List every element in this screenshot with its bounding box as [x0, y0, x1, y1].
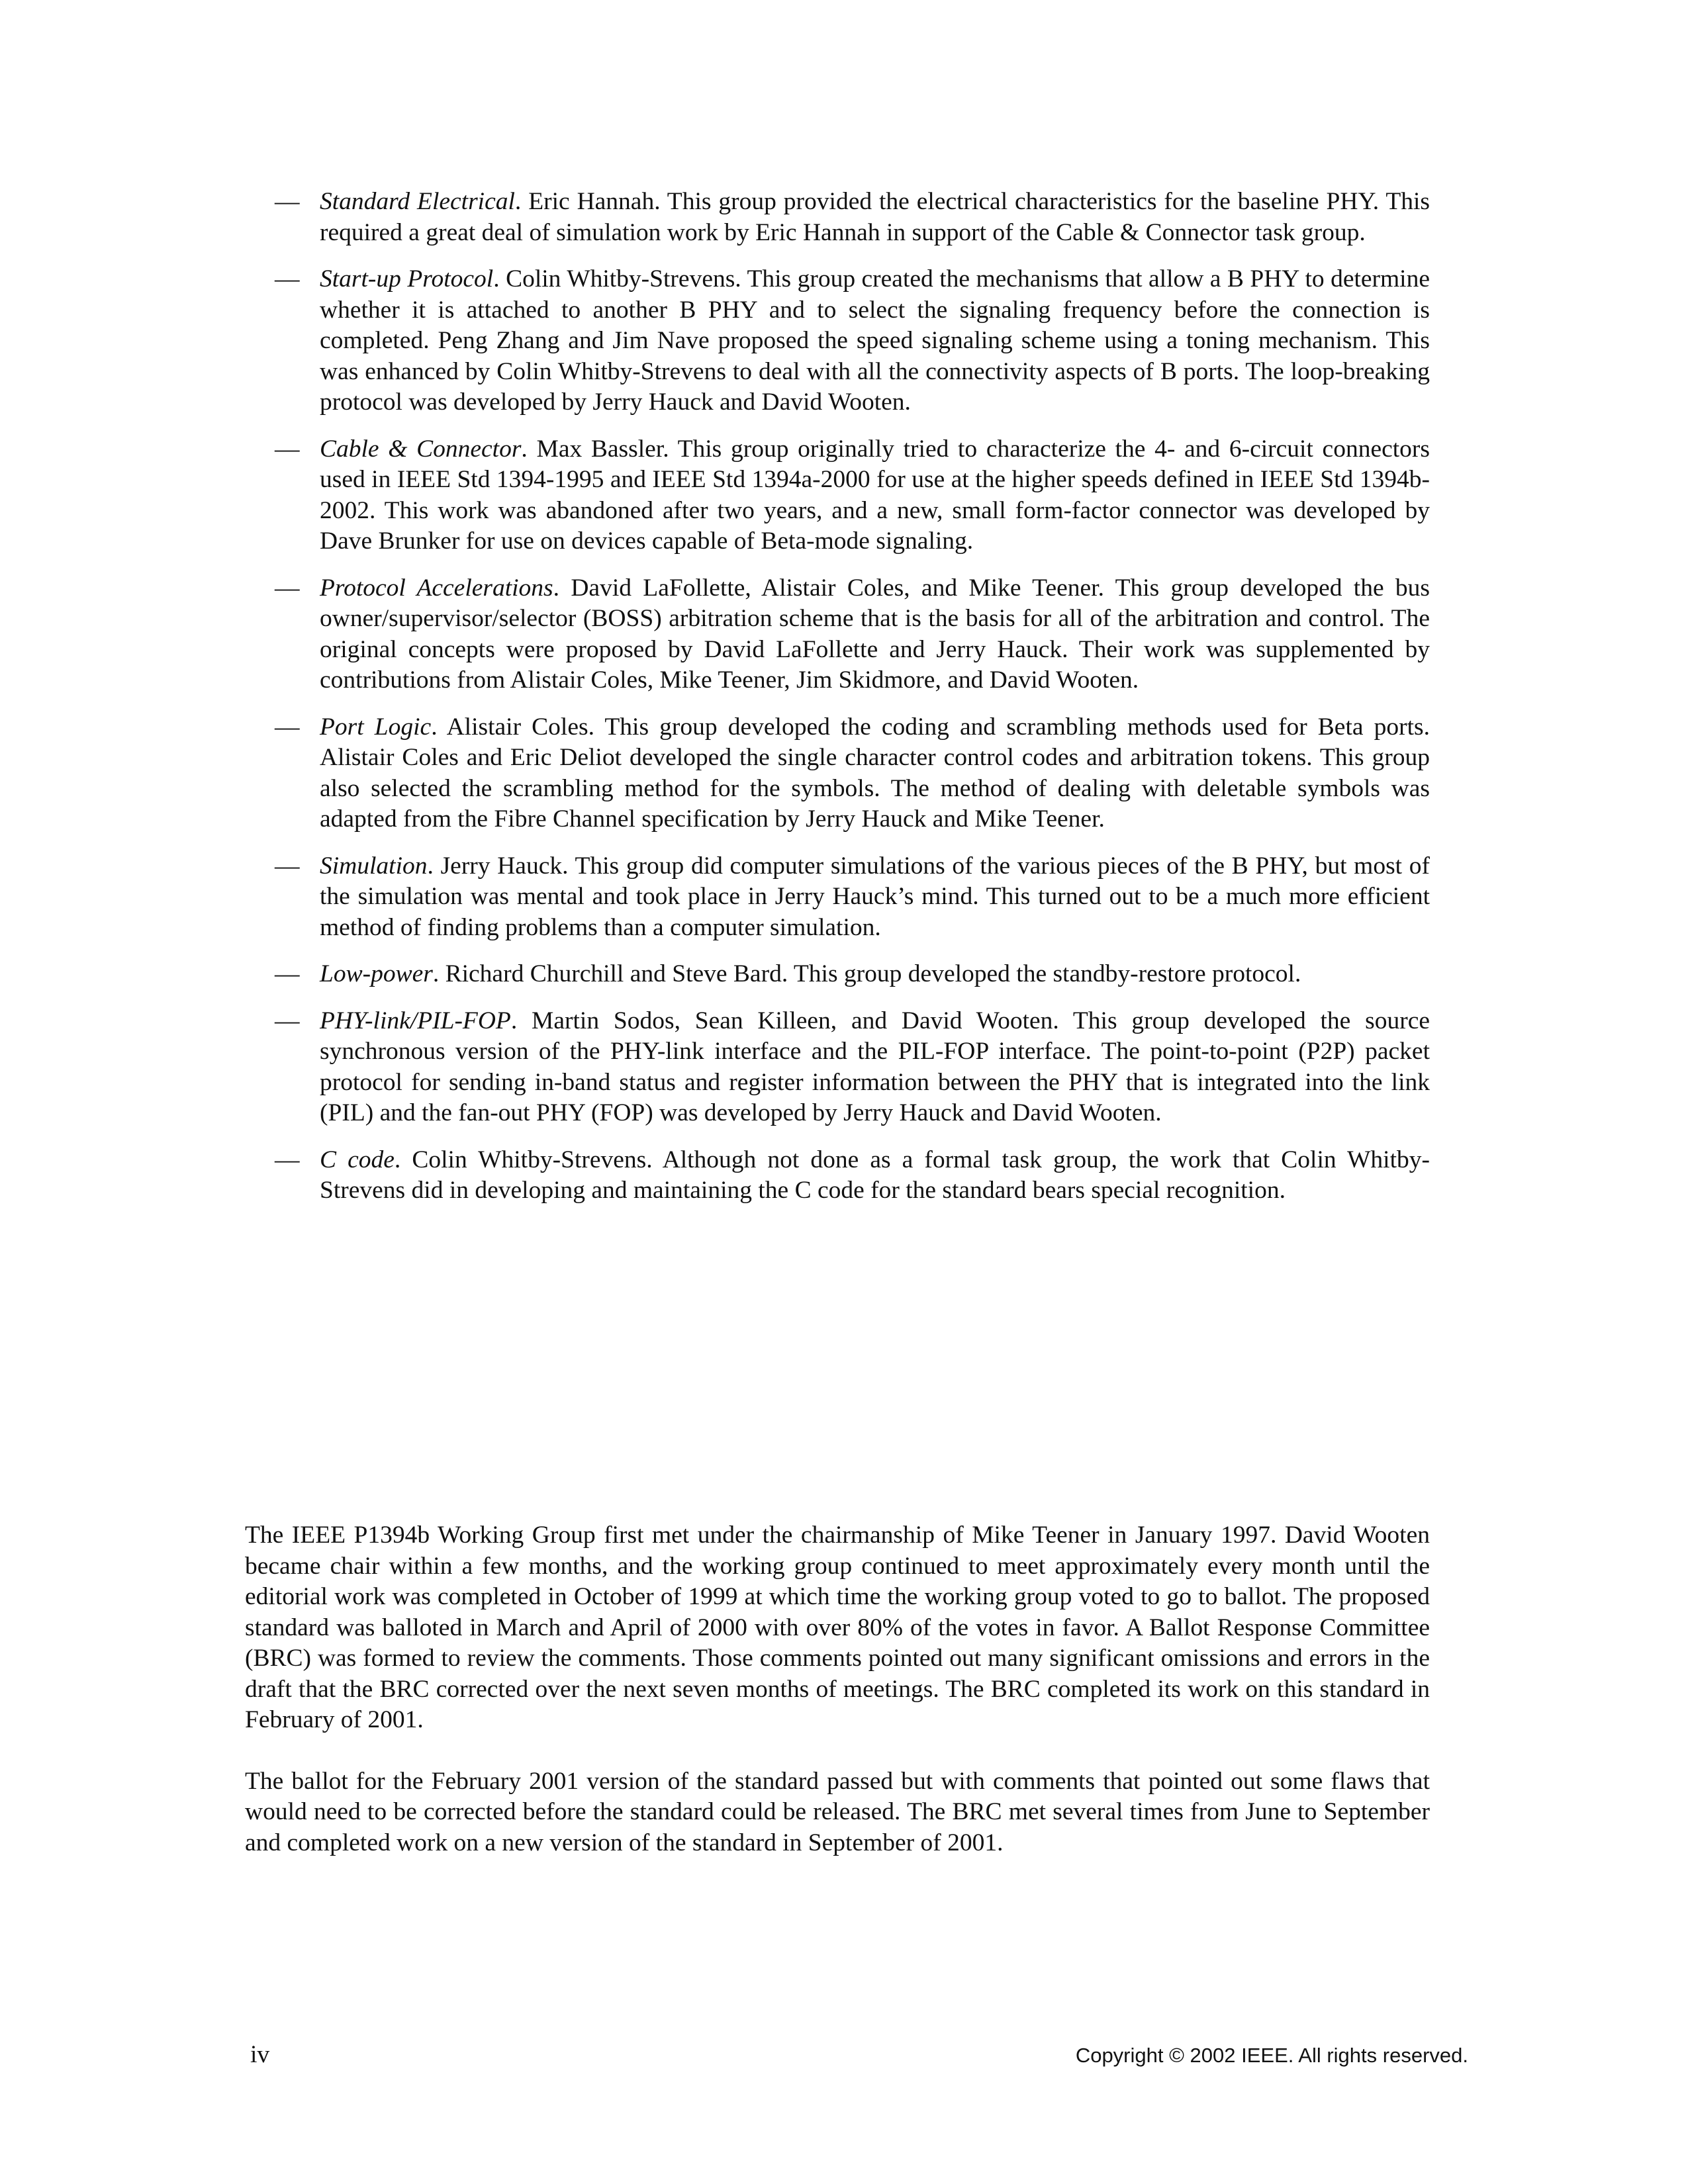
list-item: — Simulation. Jerry Hauck. This group did computer simulations of the various pieces of the B PHY, but most of the simulation was mental and took place in Jerry Hauck’s mind. This turned out to be a much more efficient method of finding problems than a computer simulation.	[275, 852, 1430, 941]
list-item: — Standard Electrical. Eric Hannah. This group provided the electrical characteristics for the baseline PHY. This required a great deal of simulation work by Eric Hannah in support of the Cable & Connector task group.	[275, 188, 1430, 246]
list-item-text: Eric Hannah. This group provided the electrical characteristics for the baseline PHY. This required a great deal of simulation work by Eric Hannah in support of the Cable & Connector task group.	[320, 188, 1430, 246]
em-dash-bullet: —	[275, 713, 300, 741]
list-item-text: Max Bassler. This group originally tried to characterize the 4- and 6-circuit connectors used in IEEE Std 1394-1995 and IEEE Std 1394a-2000 for use at the higher speeds defined in IEEE Std 1394b-2002. This work was abandoned after two years, and a new, small form-factor connector was developed by Dave Brunker for use on devices capable of Beta-mode signaling.	[320, 435, 1430, 555]
em-dash-bullet: —	[275, 960, 300, 987]
em-dash-bullet: —	[275, 1146, 300, 1173]
list-item-title: Standard Electrical	[320, 188, 515, 215]
list-item-title: Protocol Accelerations	[320, 574, 553, 602]
em-dash-bullet: —	[275, 852, 300, 880]
list-item-title: Cable & Connector	[320, 435, 522, 463]
em-dash-bullet: —	[275, 188, 300, 215]
list-item-text: David LaFollette, Alistair Coles, and Mike Teener. This group developed the bus owner/supervisor/selector (BOSS) arbitration scheme that is the basis for all of the arbitration and control. The original concepts were proposed by David LaFollette and Jerry Hauck. Their work was supplemented by contributions from Alistair Coles, Mike Teener, Jim Skidmore, and David Wooten.	[320, 574, 1430, 694]
list-item-text: Colin Whitby-Strevens. This group created the mechanisms that allow a B PHY to determine whether it is attached to another B PHY and to select the signaling frequency before the connection is completed. Peng Zhang and Jim Nave proposed the speed signaling scheme using a toning mechanism. This was enhanced by Colin Whitby-Strevens to deal with all the connectivity aspects of B ports. The loop-breaking protocol was developed by Jerry Hauck and David Wooten.	[320, 265, 1430, 416]
list-item-text: Martin Sodos, Sean Killeen, and David Wooten. This group developed the source synchronous version of the PHY-link interface and the PIL-FOP interface. The point-to-point (P2P) packet protocol for sending in-band status and register information between the PHY that is integrated into the link (PIL) and the fan-out PHY (FOP) was developed by Jerry Hauck and David Wooten.	[320, 1007, 1430, 1126]
list-item-text: Alistair Coles. This group developed the coding and scrambling methods used for Beta ports. Alistair Coles and Eric Deliot developed the single character control codes and arbitration tokens. This group also selected the scrambling method for the symbols. The method of dealing with deletable symbols was adapted from the Fibre Channel specification by Jerry Hauck and Mike Teener.	[320, 713, 1430, 833]
em-dash-bullet: —	[275, 574, 300, 602]
paragraph: The IEEE P1394b Working Group first met under the chairmanship of Mike Teener in January 1997. David Wooten became chair within a few months, and the working group continued to meet approximately every month until the editorial work was completed in October of 1999 at which time the working group voted to go to ballot. The proposed standard was balloted in March and April of 2000 with over 80% of the votes in favor. A Ballot Response Committee (BRC) was formed to review the comments. Those comments pointed out many significant omissions and errors in the draft that the BRC corrected over the next seven months of meetings. The BRC completed its work on this standard in February of 2001.	[245, 1522, 1430, 1733]
em-dash-bullet: —	[275, 265, 300, 293]
list-item-text: Richard Churchill and Steve Bard. This group developed the standby-restore protocol.	[445, 960, 1301, 987]
list-item: — PHY-link/PIL-FOP. Martin Sodos, Sean Killeen, and David Wooten. This group developed the source synchronous version of the PHY-link interface and the PIL-FOP interface. The point-to-point (P2P) packet protocol for sending in-band status and register information between the PHY that is integrated into the link (PIL) and the fan-out PHY (FOP) was developed by Jerry Hauck and David Wooten.	[275, 1007, 1430, 1126]
list-item-title: Low-power	[320, 960, 433, 987]
list-item: — Protocol Accelerations. David LaFollette, Alistair Coles, and Mike Teener. This group developed the bus owner/supervisor/selector (BOSS) arbitration scheme that is the basis for all of the arbitration and control. The original concepts were proposed by David LaFollette and Jerry Hauck. Their work was supplemented by contributions from Alistair Coles, Mike Teener, Jim Skidmore, and David Wooten.	[275, 574, 1430, 694]
list-item-title: Port Logic	[320, 713, 432, 741]
list-item-text: Jerry Hauck. This group did computer simulations of the various pieces of the B PHY, but most of the simulation was mental and took place in Jerry Hauck’s mind. This turned out to be a much more efficient method of finding problems than a computer simulation.	[320, 852, 1430, 941]
list-item: — Start-up Protocol. Colin Whitby-Strevens. This group created the mechanisms that allow a B PHY to determine whether it is attached to another B PHY and to select the signaling frequency before the connection is completed. Peng Zhang and Jim Nave proposed the speed signaling scheme using a toning mechanism. This was enhanced by Colin Whitby-Strevens to deal with all the connectivity aspects of B ports. The loop-breaking protocol was developed by Jerry Hauck and David Wooten.	[275, 265, 1430, 416]
paragraph: The ballot for the February 2001 version of the standard passed but with comments that pointed out some flaws that would need to be corrected before the standard could be released. The BRC met several times from June to September and completed work on a new version of the standard in September of 2001.	[245, 1767, 1430, 1856]
list-item-text: Colin Whitby-Strevens. Although not done as a formal task group, the work that Colin Whitby-Strevens did in developing and maintaining the C code for the standard bears special recognition.	[320, 1146, 1430, 1204]
list-item: — C code. Colin Whitby-Strevens. Although not done as a formal task group, the work that Colin Whitby-Strevens did in developing and maintaining the C code for the standard bears special recognition.	[275, 1146, 1430, 1204]
list-item-title: Start-up Protocol	[320, 265, 494, 293]
list-item: — Cable & Connector. Max Bassler. This group originally tried to characterize the 4- and 6-circuit connectors used in IEEE Std 1394-1995 and IEEE Std 1394a-2000 for use at the higher speeds defined in IEEE Std 1394b-2002. This work was abandoned after two years, and a new, small form-factor connector was developed by Dave Brunker for use on devices capable of Beta-mode signaling.	[275, 435, 1430, 555]
em-dash-bullet: —	[275, 1007, 300, 1034]
task-group-list	[275, 187, 1430, 1222]
list-item: — Low-power. Richard Churchill and Steve Bard. This group developed the standby-restore protocol.	[275, 959, 1430, 990]
list-item-title: C code	[320, 1146, 395, 1173]
body-text	[245, 1520, 1430, 1889]
em-dash-bullet: —	[275, 435, 300, 463]
page-number: iv	[250, 2041, 270, 2068]
list-item-title: PHY-link/PIL-FOP	[320, 1007, 511, 1034]
list-item-title: Simulation	[320, 852, 428, 880]
list-item: — Port Logic. Alistair Coles. This group developed the coding and scrambling methods used for Beta ports. Alistair Coles and Eric Deliot developed the single character control codes and arbitration tokens. This group also selected the scrambling method for the symbols. The method of dealing with deletable symbols was adapted from the Fibre Channel specification by Jerry Hauck and Mike Teener.	[275, 713, 1430, 833]
copyright-notice: Copyright © 2002 IEEE. All rights reserved.	[1075, 2044, 1468, 2067]
